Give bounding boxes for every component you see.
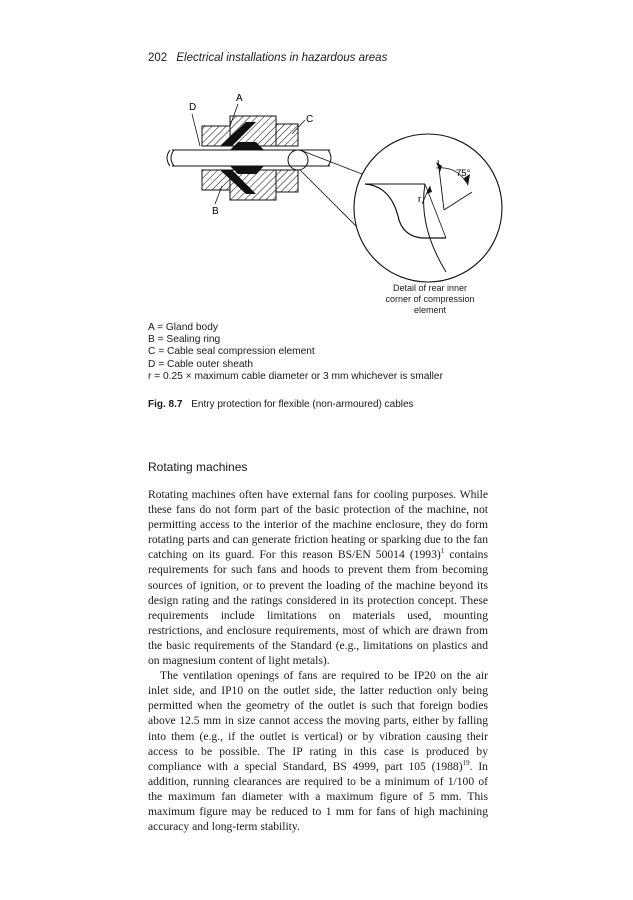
figure-caption-label: Fig. 8.7 xyxy=(148,399,183,410)
detail-caption xyxy=(375,283,485,316)
legend-item: B = Sealing ring xyxy=(148,334,221,346)
legend-item: D = Cable outer sheath xyxy=(148,358,254,370)
detail-circle xyxy=(354,134,502,282)
page-number: 202 xyxy=(148,52,168,64)
figure-legend xyxy=(148,322,443,383)
running-title: Electrical installations in hazardous areas xyxy=(176,52,388,64)
legend-item: r = 0.25 × maximum cable diameter or 3 mm whichever is smaller xyxy=(148,370,443,382)
paragraph: Rotating machines often have external fans for cooling purposes. While these fans do not form part of the basic protection of the machine, not permitting access to the interior of the machine enclosure, they do form rotating parts and can generate friction heating or sparking due to the fan catching on its guard. For this reason BS/EN 50014 $(1993)^1$ contains requirements for such fans and hoods to prevent them from becoming sources of ignition, or to prevent the loading of the machine beyond its design rating and the ratings considered in its protection concept. These requirements include limitations on materials used, mounting restrictions, and enclosure requirements, most of which are drawn from the basic requirements of the Standard (e.g., limitations on plastics and on magnesium content of light metals). xyxy=(148,488,488,668)
label-c: C xyxy=(306,114,314,125)
label-b: B xyxy=(212,206,219,217)
section-heading: Rotating machines xyxy=(148,460,248,474)
detail-marker-circle xyxy=(288,150,308,170)
label-d: D xyxy=(189,102,197,113)
legend-item: C = Cable seal compression element xyxy=(148,346,315,358)
figure-caption xyxy=(148,399,414,410)
gland-body-bottom xyxy=(202,170,298,200)
label-angle: 75° xyxy=(456,168,471,179)
figure-caption-text: Entry protection for flexible (non-armoured) cables xyxy=(191,399,414,410)
running-header xyxy=(148,52,387,64)
label-a: A xyxy=(236,93,243,104)
detail-caption-line: Detail of rear inner xyxy=(392,283,468,293)
detail-caption-line: corner of compression xyxy=(385,294,475,304)
legend-item: A = Gland body xyxy=(148,322,218,333)
label-r: r xyxy=(418,194,422,205)
paragraph: The ventilation openings of fans are required to be IP20 on the air inlet side, and IP10 on the outlet side, the latter reduction only being permitted when the geometry of the outlet is such that foreign bodies above 12.5 mm in size cannot access the moving parts, either by falling into them (e.g., if the outlet is vertical) or by vibration causing their access to be possible. The IP rating in this case is produced by compliance with a special Standard, BS 4999, part 105 $(1988)^{19}$. In addition, running clearances are required to be a minimum of 1/100 of the maximum fan diameter with a maximum figure of 5 mm. This maximum figure may be reduced to 1 mm for fans of high machining accuracy and long-term stability. xyxy=(148,669,488,834)
body-text xyxy=(148,487,488,834)
gland-body-top xyxy=(202,116,298,146)
detail-caption-line: element xyxy=(413,305,447,315)
leader-d xyxy=(192,114,200,146)
